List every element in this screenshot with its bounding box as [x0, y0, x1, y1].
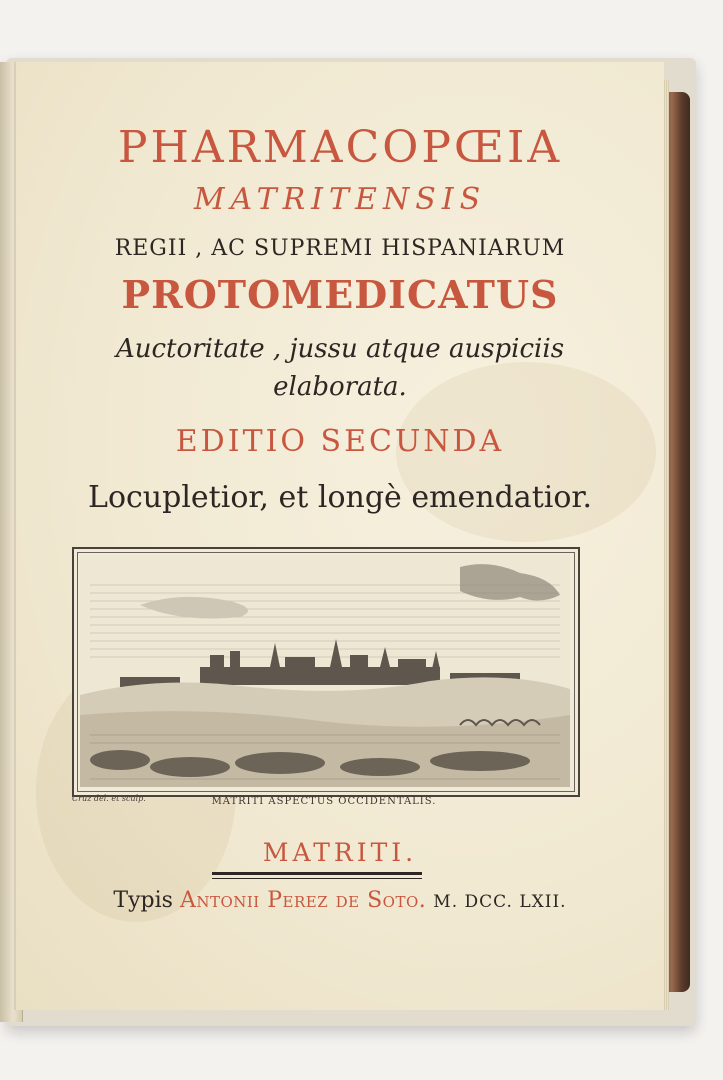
publication-date: M. DCC. LXII.	[433, 892, 567, 912]
printer-name: Antonii Perez de Soto.	[179, 888, 427, 913]
imprint-line	[16, 888, 664, 913]
auctoritate-line: Auctoritate , jussu atque auspiciis	[115, 334, 565, 364]
engraver-credit: Cruz del. et sculp.	[72, 794, 146, 803]
imprint-rule-thick	[212, 872, 422, 875]
plate-caption: MATRITI ASPECTUS OCCIDENTALIS.	[211, 796, 437, 807]
title: PHARMACOPŒIA	[117, 122, 563, 173]
elaborata-line: elaborata.	[273, 372, 407, 402]
edition-line: EDITIO SECUNDA	[175, 424, 505, 459]
engraved-plate	[72, 547, 580, 797]
subtitle: MATRITENSIS	[193, 182, 487, 217]
imprint-typis: Typis	[113, 888, 173, 913]
edition-note: Locupletior, et longè emendatior.	[88, 480, 592, 515]
city-view-engraving	[80, 555, 570, 787]
imprint-rule-thin	[212, 878, 422, 879]
place-of-publication: MATRITI.	[262, 838, 418, 867]
protomedicatus-line: PROTOMEDICATUS	[121, 272, 559, 317]
authority-line: REGII , AC SUPREMI HISPANIARUM	[114, 236, 566, 261]
title-page	[14, 62, 664, 1010]
